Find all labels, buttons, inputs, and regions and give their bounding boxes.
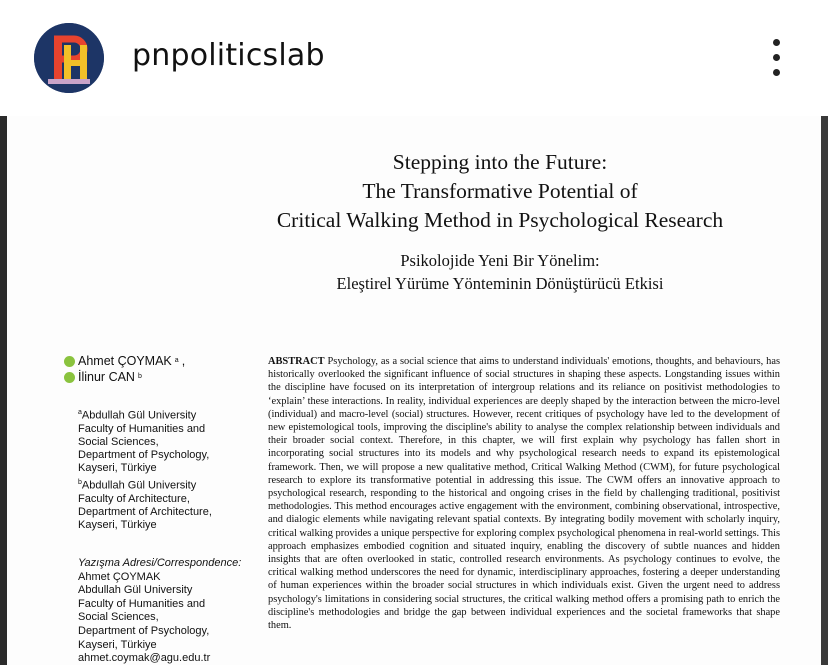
correspondence-line: Abdullah Gül University	[78, 584, 193, 597]
author-name: İlinur CAN	[78, 370, 135, 384]
username[interactable]: pnpoliticslab	[132, 38, 325, 73]
paper-title	[220, 148, 780, 235]
correspondence-line: Department of Psychology,	[78, 624, 210, 637]
paper-subtitle	[240, 249, 760, 295]
affiliation-line	[78, 406, 248, 423]
author-sup: b	[137, 373, 142, 380]
title-line: The Transformative Potential of	[362, 179, 638, 203]
author-sup: a	[174, 357, 179, 364]
subtitle-line: Psikolojide Yeni Bir Yönelim:	[400, 251, 600, 270]
affiliation-line: Department of Psychology,	[78, 449, 210, 462]
author-name: Ahmet ÇOYMAK	[78, 354, 172, 368]
title-line: Critical Walking Method in Psychological Research	[276, 208, 724, 232]
correspondence-line: Social Sciences,	[78, 611, 159, 624]
abstract	[268, 355, 780, 632]
correspondence-label: Yazışma Adresi/Correspondence:	[78, 557, 242, 569]
affiliation-text: Abdullah Gül University	[81, 479, 197, 492]
author	[64, 353, 244, 369]
affiliation-line: Kayseri, Türkiye	[78, 518, 157, 531]
affiliations	[78, 406, 248, 532]
correspondence-line: Faculty of Humanities and	[78, 597, 206, 610]
abstract-text: Psychology, as a social science that aims to understand individuals' emotions, thoughts, and behaviours, has historically overlooked the significant influence of social structures in shaping these aspects. Longstanding issues within the discipline have focused on its interpretation of intergroup relations and its reliance on positivist methodologies to ‘explain’ these interactions. In reality, individual experiences are deeply shaped by the interaction between the micro-level (individual) and macro-level (social) structures. However, recent critiques of psychology have led to the development of new epistemological tools, improving the discipline's ability to analyse the complex relationship between individuals and their broader social context. Therefore, in this chapter, we will first explain why psychology has fallen short in incorporating social structures into its models and why psychological research needs to expand its epistemological framework. Then, we will propose a new qualitative method, Critical Walking Method (CWM), for future psychological research to explore its transformative potential in addressing this issue. The CWM offers an innovative approach to psychological research, responding to the historical and ongoing crises in the field by challenging traditional, positivist methodologies. This method encourages active engagement with the environment, combining observational, introspective, and dialogic elements while navigating relevant spatial contexts. By integrating bodily movement with scholarly inquiry, critical walking provides a unique perspective for exploring complex psychological phenomena in real-world settings. This approach emphasizes embodied cognition and situated inquiry, enabling the discovery of subtle nuances and hidden insights that are often overlooked in static, controlled research environments. As psychology continues to evolve, the critical walking method underscores the need for dynamic, interdisciplinary approaches, fostering a deeper understanding of human experiences within the broader social structures in which individuals exist. Given the urgent need to address psychology's limitations in considering social structures, the critical walking method offers a promising path to enrich the discipline's methodologies and bridge the gap between individual experiences and the societal frameworks that shape them.	[268, 356, 780, 632]
affiliation-sup: a	[78, 409, 82, 416]
affiliation-line: Faculty of Architecture,	[78, 492, 190, 505]
scan-border-left	[0, 116, 7, 665]
correspondence-line: Ahmet ÇOYMAK	[78, 570, 161, 583]
affiliation-line: Kayseri, Türkiye	[78, 462, 157, 475]
affiliation-line: Department of Architecture,	[78, 505, 212, 518]
post-header	[0, 0, 828, 116]
correspondence-line: Kayseri, Türkiye	[78, 638, 157, 651]
author	[64, 369, 244, 385]
orcid-icon	[64, 356, 75, 367]
author-sep: ,	[181, 354, 186, 368]
title-line: Stepping into the Future:	[392, 150, 608, 174]
correspondence-email[interactable]: ahmet.coymak@agu.edu.tr	[78, 652, 211, 665]
affiliation-text: Abdullah Gül University	[81, 409, 197, 422]
affiliation-line: Social Sciences,	[78, 436, 159, 449]
abstract-heading: ABSTRACT	[268, 356, 325, 367]
pn-logo-icon[interactable]	[34, 23, 104, 93]
orcid-icon	[64, 372, 75, 383]
author-list	[64, 353, 244, 385]
affiliation-line	[78, 476, 248, 493]
more-vertical-icon[interactable]	[762, 36, 792, 80]
subtitle-line: Eleştirel Yürüme Yönteminin Dönüştürücü Etkisi	[336, 274, 664, 293]
scan-border-right	[821, 116, 828, 665]
affiliation-sup: b	[78, 478, 82, 486]
affiliation-line: Faculty of Humanities and	[78, 422, 206, 435]
correspondence	[78, 557, 248, 665]
